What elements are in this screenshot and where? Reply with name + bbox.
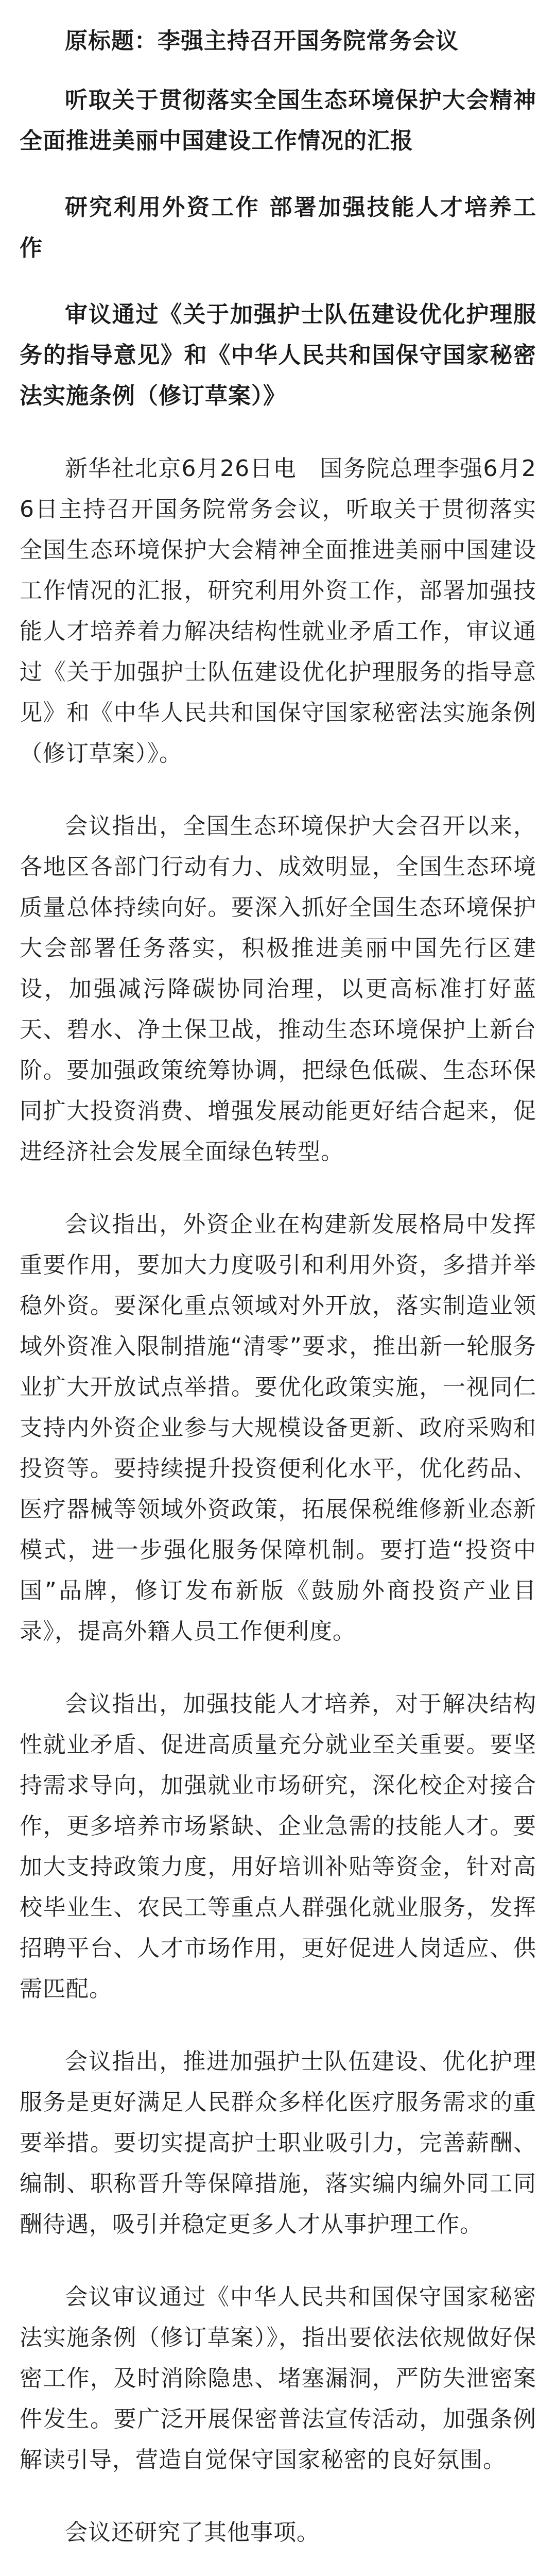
subtitle-environment: 听取关于贯彻落实全国生态环境保护大会精神全面推进美丽中国建设工作情况的汇报	[20, 87, 536, 154]
paragraph-nursing: 会议指出，推进加强护士队伍建设、优化护理服务是更好满足人民群众多样化医疗服务需求的重要举措。要切实提高护士职业吸引力，完善薪酬、编制、职称晋升等保障措施，落实编内编外同工同酬待遇，吸引并稳定更多人才从事护理工作。	[20, 2048, 536, 2238]
paragraph-other-matters: 会议还研究了其他事项。	[65, 2519, 320, 2546]
paragraph-ecology: 会议指出，全国生态环境保护大会召开以来，各地区各部门行动有力、成效明显，全国生态环境质量总体持续向好。要深入抓好全国生态环境保护大会部署任务落实，积极推进美丽中国先行区建设，加强减污降碳协同治理，以更高标准打好蓝天、碧水、净土保卫战，推动生态环境保护上新台阶。要加强政策统筹协调，把绿色低碳、生态环保同扩大投资消费、增强发展动能更好结合起来，促进经济社会发展全面绿色转型。	[20, 813, 536, 1165]
paragraph-lead: 新华社北京6月26日电 国务院总理李强6月26日主持召开国务院常务会议，听取关于贯彻落实全国生态环境保护大会精神全面推进美丽中国建设工作情况的汇报，研究利用外资工作，部署加强技能人才培养着力解决结构性就业矛盾工作，审议通过《关于加强护士队伍建设优化护理服务的指导意见》和《中华人民共和国保守国家秘密法实施条例（修订草案）》。	[20, 455, 536, 767]
original-title: 原标题：李强主持召开国务院常务会议	[65, 28, 459, 54]
editor-credit	[20, 2568, 536, 2576]
subtitle-foreign-investment: 研究利用外资工作 部署加强技能人才培养工作	[20, 194, 536, 261]
paragraph-skills-training: 会议指出，加强技能人才培养，对于解决结构性就业矛盾、促进高质量充分就业至关重要。要坚持需求导向，加强就业市场研究，深化校企对接合作，更多培养市场紧缺、企业急需的技能人才。要加大支持政策力度，用好培训补贴等资金，针对高校毕业生、农民工等重点人群强化就业服务，发挥招聘平台、人才市场作用，更好促进人岗适应、供需匹配。	[20, 1691, 536, 2002]
paragraph-secrecy-regulation: 会议审议通过《中华人民共和国保守国家秘密法实施条例（修订草案）》，指出要依法依规做好保密工作，及时消除隐患、堵塞漏洞，严防失泄密案件发生。要广泛开展保密普法宣传活动，加强条例解读引导，营造自觉保守国家秘密的良好氛围。	[20, 2284, 536, 2473]
paragraph-foreign-investment: 会议指出，外资企业在构建新发展格局中发挥重要作用，要加大力度吸引和利用外资，多措并举稳外资。要深化重点领域对外开放，落实制造业领域外资准入限制措施“清零”要求，推出新一轮服务业扩大开放试点举措。要优化政策实施，一视同仁支持内外资企业参与大规模设备更新、政府采购和投资等。要持续提升投资便利化水平，优化药品、医疗器械等领域外资政策，拓展保税维修新业态新模式，进一步强化服务保障机制。要打造“投资中国”品牌，修订发布新版《鼓励外商投资产业目录》，提高外籍人员工作便利度。	[20, 1211, 536, 1645]
subtitle-nursing-secrecy: 审议通过《关于加强护士队伍建设优化护理服务的指导意见》和《中华人民共和国保守国家秘密法实施条例（修订草案）》	[20, 301, 536, 409]
